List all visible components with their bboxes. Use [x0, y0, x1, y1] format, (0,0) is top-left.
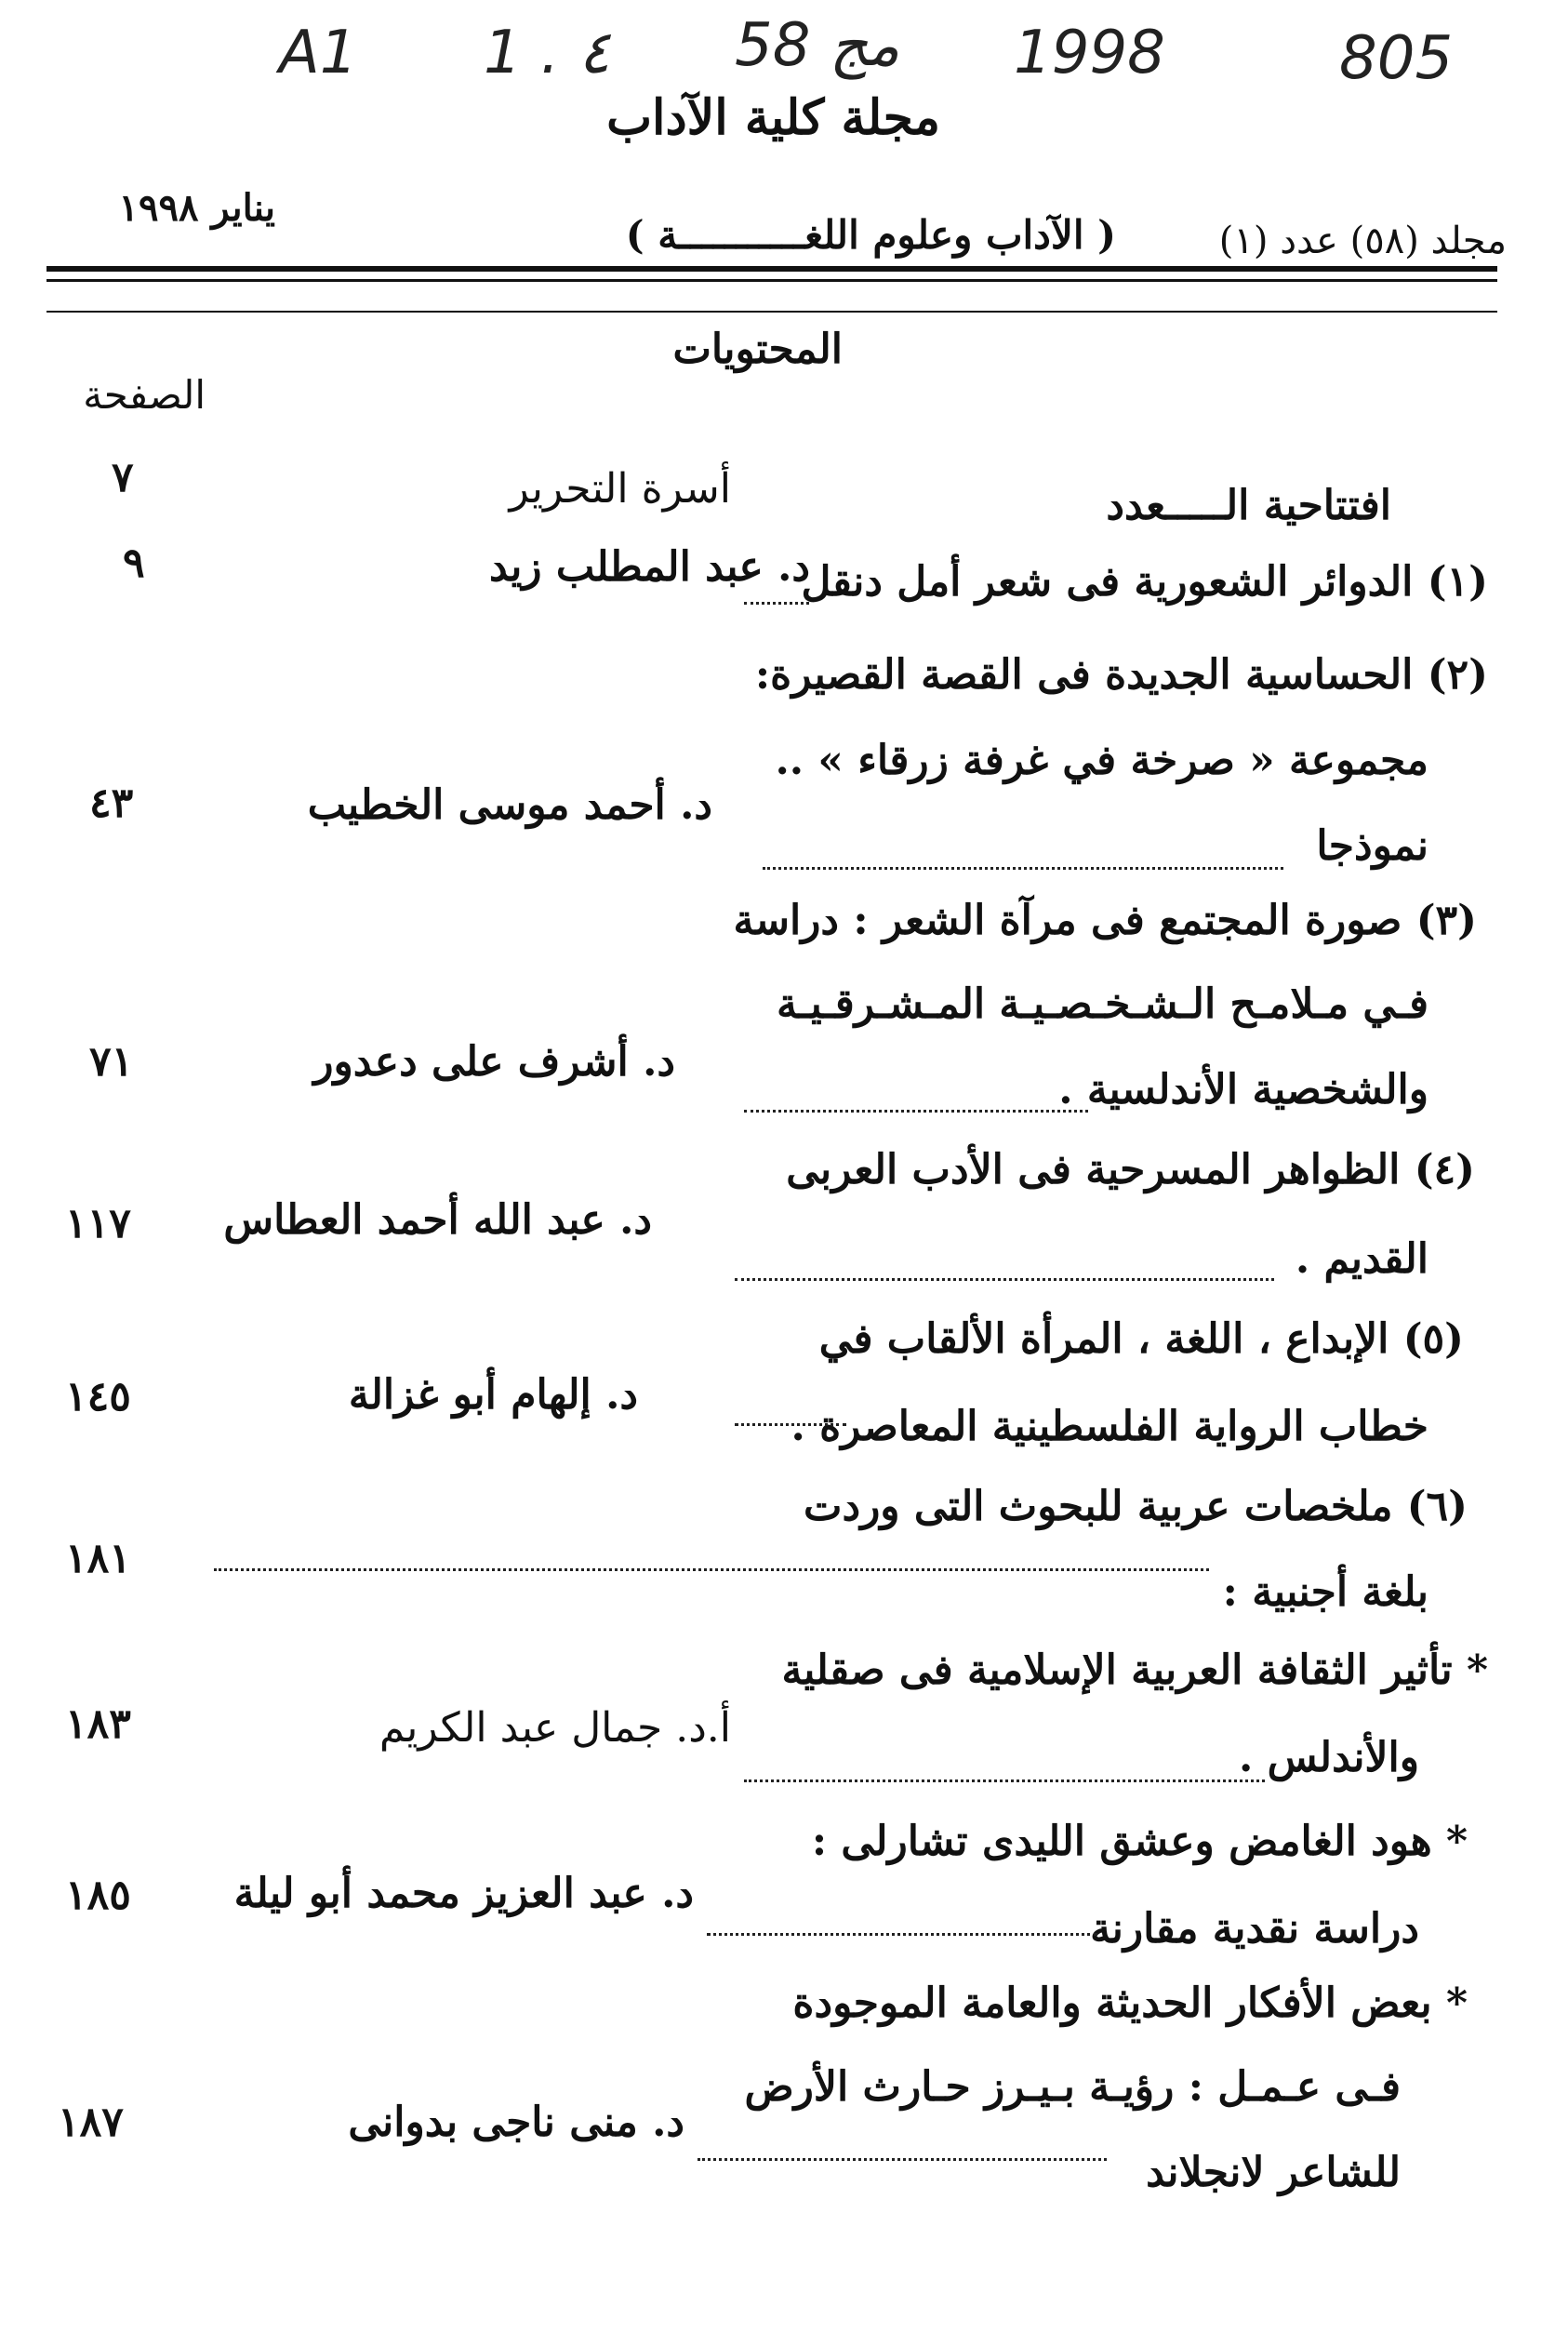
page-column-label: الصفحة: [83, 372, 206, 418]
issue-date: يناير ١٩٩٨: [118, 186, 275, 230]
entry-author: د. منى ناجى بدوانى: [348, 2099, 684, 2146]
entry-title-line: (٢) الحساسية الجديدة فى القصة القصيرة:: [754, 651, 1488, 699]
entry-title-line: والشخصية الأندلسية .: [1058, 1066, 1428, 1113]
entry-author: د. أحمد موسى الخطيب: [307, 781, 712, 829]
entry-page-number: ١٤٥: [65, 1373, 131, 1420]
entry-author: د. عبد الله أحمد العطاس: [223, 1196, 652, 1244]
entry-page-number: ١٨٥: [65, 1872, 131, 1919]
entry-title-line: مجموعة « صرخة في غرفة زرقاء » ..: [775, 737, 1428, 784]
entry-title-line: بلغة أجنبية :: [1222, 1568, 1428, 1616]
journal-title: مجلة كلية الآداب: [606, 89, 940, 146]
entry-page-number: ١٨٣: [65, 1700, 131, 1748]
entry-title-line: * هود الغامض وعشق الليدى تشارلى :: [811, 1818, 1468, 1865]
issue-line: مجلد (٥٨) عدد (١): [1218, 220, 1507, 262]
entry-page-number: ٧: [112, 454, 134, 501]
entry-title-line: والأندلس .: [1238, 1734, 1419, 1781]
leader-dots: [707, 1933, 1097, 1936]
entry-title-line: نموذجا: [1316, 822, 1428, 870]
header-rule-thick: [47, 266, 1497, 272]
leader-dots: [735, 1423, 846, 1426]
entry-title-line: * بعض الأفكار الحديثة والعامة الموجودة: [792, 1979, 1468, 2027]
toc-heading: المحتويات: [672, 326, 843, 373]
leader-dots: [744, 602, 809, 605]
entry-author: د. أشرف على دعدور: [313, 1038, 675, 1086]
entry-page-number: ٤٣: [89, 780, 134, 827]
entry-title-line: * تأثير الثقافة العربية الإسلامية فى صقلية: [781, 1646, 1488, 1694]
handwritten-year: 1998: [1014, 19, 1165, 87]
entry-title-line: افتتاحية الـــــعدد: [1106, 482, 1391, 529]
handwritten-volume-mark: 58 مج: [735, 11, 900, 80]
leader-dots: [763, 867, 1283, 870]
entry-title-line: (١) الدوائر الشعورية فى شعر أمل دنقل: [801, 558, 1488, 606]
entry-page-number: ٧١: [89, 1038, 134, 1086]
entry-page-number: ١٨١: [65, 1535, 131, 1582]
entry-author: د. عبد المطلب زيد: [488, 543, 810, 591]
entry-author: د. إلهام أبو غزالة: [348, 1371, 638, 1419]
entry-page-number: ٩: [123, 540, 145, 587]
leader-dots: [744, 1110, 1088, 1113]
entry-title-line: فـي مـلامـح الـشـخـصـيـة المـشـرقـيـة: [777, 980, 1428, 1028]
entry-title-line: دراسة نقدية مقارنة: [1090, 1905, 1419, 1953]
leader-dots: [744, 1779, 1265, 1782]
entry-author: أسرة التحرير: [509, 465, 731, 513]
entry-author: أ.د. جمال عبد الكريم: [379, 1704, 731, 1752]
entry-title-line: (٣) صورة المجتمع فى مرآة الشعر : دراسة: [733, 897, 1477, 944]
entry-title-line: القديم .: [1295, 1235, 1428, 1283]
entry-page-number: ١١٧: [65, 1200, 131, 1247]
entry-page-number: ١٨٧: [58, 2099, 124, 2146]
entry-title-line: خطاب الرواية الفلسطينية المعاصرة .: [791, 1403, 1428, 1450]
leader-dots: [735, 1278, 1274, 1281]
entry-title-line: فـى عـمـل : رؤيـة بـيـرز حـارث الأرض: [744, 2063, 1401, 2111]
entry-title-line: للشاعر لانجلاند: [1146, 2149, 1401, 2196]
leader-dots: [214, 1568, 1209, 1571]
handwritten-shelf-code: A1: [279, 19, 358, 87]
leader-dots: [698, 2158, 1107, 2161]
entry-title-line: (٤) الظواهر المسرحية فى الأدب العربى: [786, 1146, 1475, 1193]
entry-title-line: (٦) ملخصات عربية للبحوث التى وردت: [804, 1483, 1468, 1530]
entry-title-line: (٥) الإبداع ، اللغة ، المرأة الألقاب في: [818, 1315, 1464, 1363]
handwritten-number: 805: [1339, 24, 1454, 93]
header-rule-thin-1: [47, 279, 1497, 282]
header-rule-thin-2: [47, 311, 1497, 313]
handwritten-class-mark: 1 . ٤: [484, 19, 611, 87]
series-name: ( الآداب وعلوم اللغـــــــــــة ): [625, 212, 1116, 258]
entry-author: د. عبد العزيز محمد أبو ليلة: [233, 1870, 694, 1917]
